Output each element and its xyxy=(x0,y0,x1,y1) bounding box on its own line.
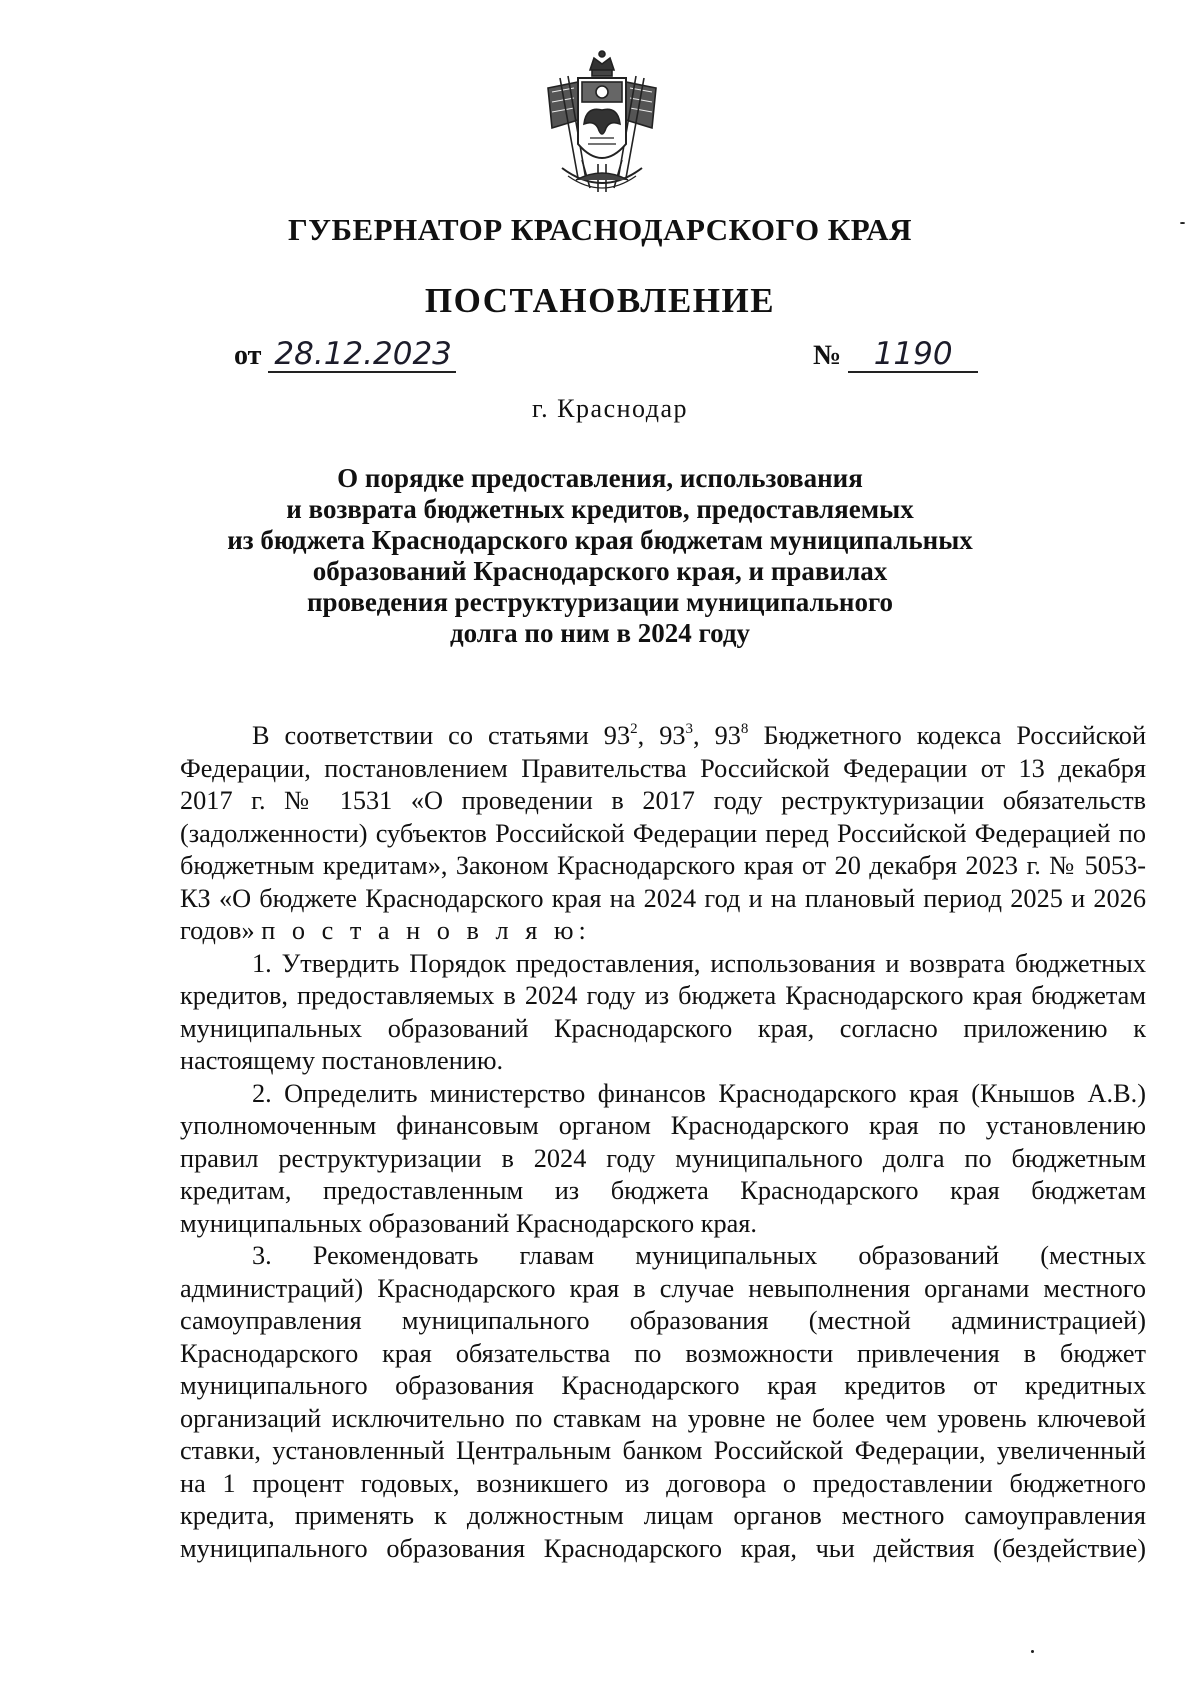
item-paragraph: 2. Определить министерство финансов Краснодарского края (Кнышов А.В.) уполномоченным финансовым органом Краснодарского края по установлению правил реструктуризации в 2024 году муниципального долга по бюджетным кредитам, предоставленным из бюджета Краснодарского края бюджетам муниципальных образований Краснодарского края. xyxy=(180,1078,1146,1238)
title-line: образований Краснодарского края, и правилах xyxy=(312,556,888,586)
title-line: и возврата бюджетных кредитов, предоставляемых xyxy=(286,494,914,524)
preamble-paragraph: В соответствии со статьями $93^2$, $93^3$, $93^8$ Бюджетного кодекса Российской Федерации, постановлением Правительства Российской Федерации от 13 декабря 2017 г. № 1531 «О проведении в 2017 году реструктуризации обязательств (задолженности) субъектов Российской Федерации перед Российской Федерацией по бюджетным кредитам», Законом Краснодарского края от 20 декабря 2023 г. № 5053-КЗ «О бюджете Краснодарского края на 2024 год и на плановый период 2025 и 2026 годов» п о с т а н о в л я ю: xyxy=(180,721,1147,945)
title-line: из бюджета Краснодарского края бюджетам муниципальных xyxy=(227,525,973,555)
coat-of-arms-emblem xyxy=(538,48,666,202)
number-prefix: № xyxy=(813,340,842,371)
handwritten-date: 28.12.2023 xyxy=(268,338,456,373)
title-line: долга по ним в 2024 году xyxy=(449,618,751,648)
issuing-authority: ГУБЕРНАТОР КРАСНОДАРСКОГО КРАЯ xyxy=(287,212,913,247)
document-type-heading: ПОСТАНОВЛЕНИЕ xyxy=(424,281,776,320)
document-title xyxy=(170,463,1030,649)
city-line: г. Краснодар xyxy=(531,394,689,423)
date-prefix: от xyxy=(234,340,262,371)
item-paragraph: 3. Рекомендовать главам муниципальных образований (местных администраций) Краснодарского края в случае невыполнения органами местного самоуправления муниципального образования (местной администрацией) Краснодарского края обязательства по возможности привлечения в бюджет муниципального образования Краснодарского края кредитов от кредитных организаций исключительно по ставкам на уровне не более чем уровень ключевой ставки, установленный Центральным банком Российской Федерации, увеличенный на 1 процент годовых, возникшего из договора о предоставлении бюджетного кредита, применять к должностным лицам органов местного самоуправления муниципального образования Краснодарского края, чьи действия (бездействие) xyxy=(180,1241,1146,1563)
scan-speck xyxy=(1180,222,1185,224)
date-field xyxy=(234,338,456,373)
title-line: проведения реструктуризации муниципального xyxy=(306,587,894,617)
item-paragraph: 1. Утвердить Порядок предоставления, использования и возврата бюджетных кредитов, предоставляемых в 2024 году из бюджета Краснодарского края бюджетам муниципальных образований Краснодарского края, согласно приложению к настоящему постановлению. xyxy=(180,948,1146,1075)
document-body xyxy=(180,720,1146,1565)
title-line: О порядке предоставления, использования xyxy=(337,463,863,493)
number-field xyxy=(813,338,978,373)
handwritten-number: 1190 xyxy=(848,338,978,373)
scan-speck xyxy=(1031,1650,1034,1653)
resolves-word: п о с т а н о в л я ю: xyxy=(261,916,591,945)
